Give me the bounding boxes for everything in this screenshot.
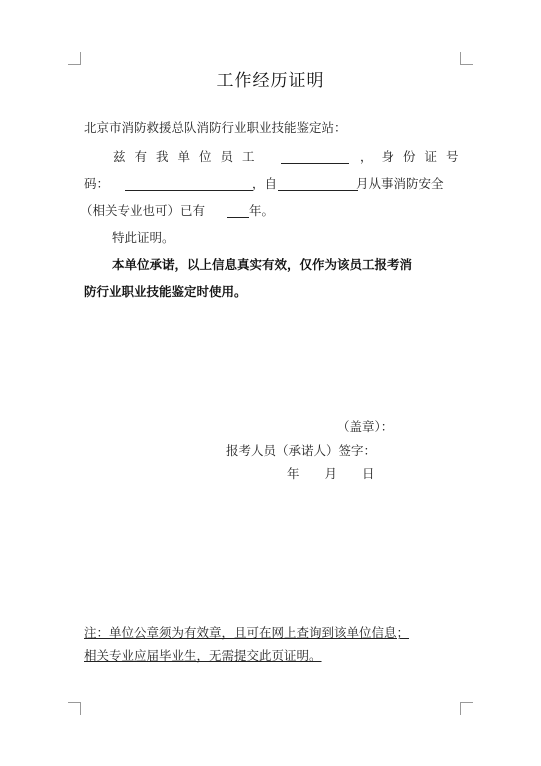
commitment-line-1: 本单位承诺，以上信息真实有效，仅作为该员工报考消 [112, 257, 413, 272]
years-blank[interactable] [227, 217, 249, 218]
since-label: ，自 [252, 176, 278, 191]
corner-mark-top-right [460, 52, 473, 65]
years-suffix: 年。 [249, 203, 275, 218]
addressee: 北京市消防救援总队消防行业职业技能鉴定站： [84, 120, 347, 135]
corner-mark-bottom-right [460, 702, 473, 715]
start-date-blank[interactable] [278, 190, 358, 191]
id-number-label: ，身份证号 [360, 149, 468, 164]
document-title: 工作经历证明 [216, 71, 325, 91]
employee-name-blank[interactable] [281, 163, 349, 164]
commitment-line-2: 防行业职业技能鉴定时使用。 [84, 284, 247, 299]
signer-label: 报考人员（承诺人）签字： [226, 443, 377, 458]
start-month-suffix: 月从事消防安全 [356, 176, 444, 191]
seal-label: （盖章）： [337, 419, 394, 434]
special-statement: 特此证明。 [112, 230, 175, 245]
id-number-blank[interactable] [125, 190, 253, 191]
id-code-label: 码： [84, 176, 110, 191]
note-line-2: 相关专业应届毕业生，无需提交此页证明。 [84, 648, 322, 663]
note-line-1: 注：单位公章须为有效章，且可在网上查询到该单位信息； [84, 625, 410, 640]
corner-mark-bottom-left [68, 702, 81, 715]
date-label: 年 月 日 [287, 466, 375, 481]
years-line-prefix: （相关专业也可）已有 [80, 203, 206, 218]
corner-mark-top-left [68, 52, 81, 65]
employee-line-prefix: 兹有我单位员工 [113, 149, 264, 164]
